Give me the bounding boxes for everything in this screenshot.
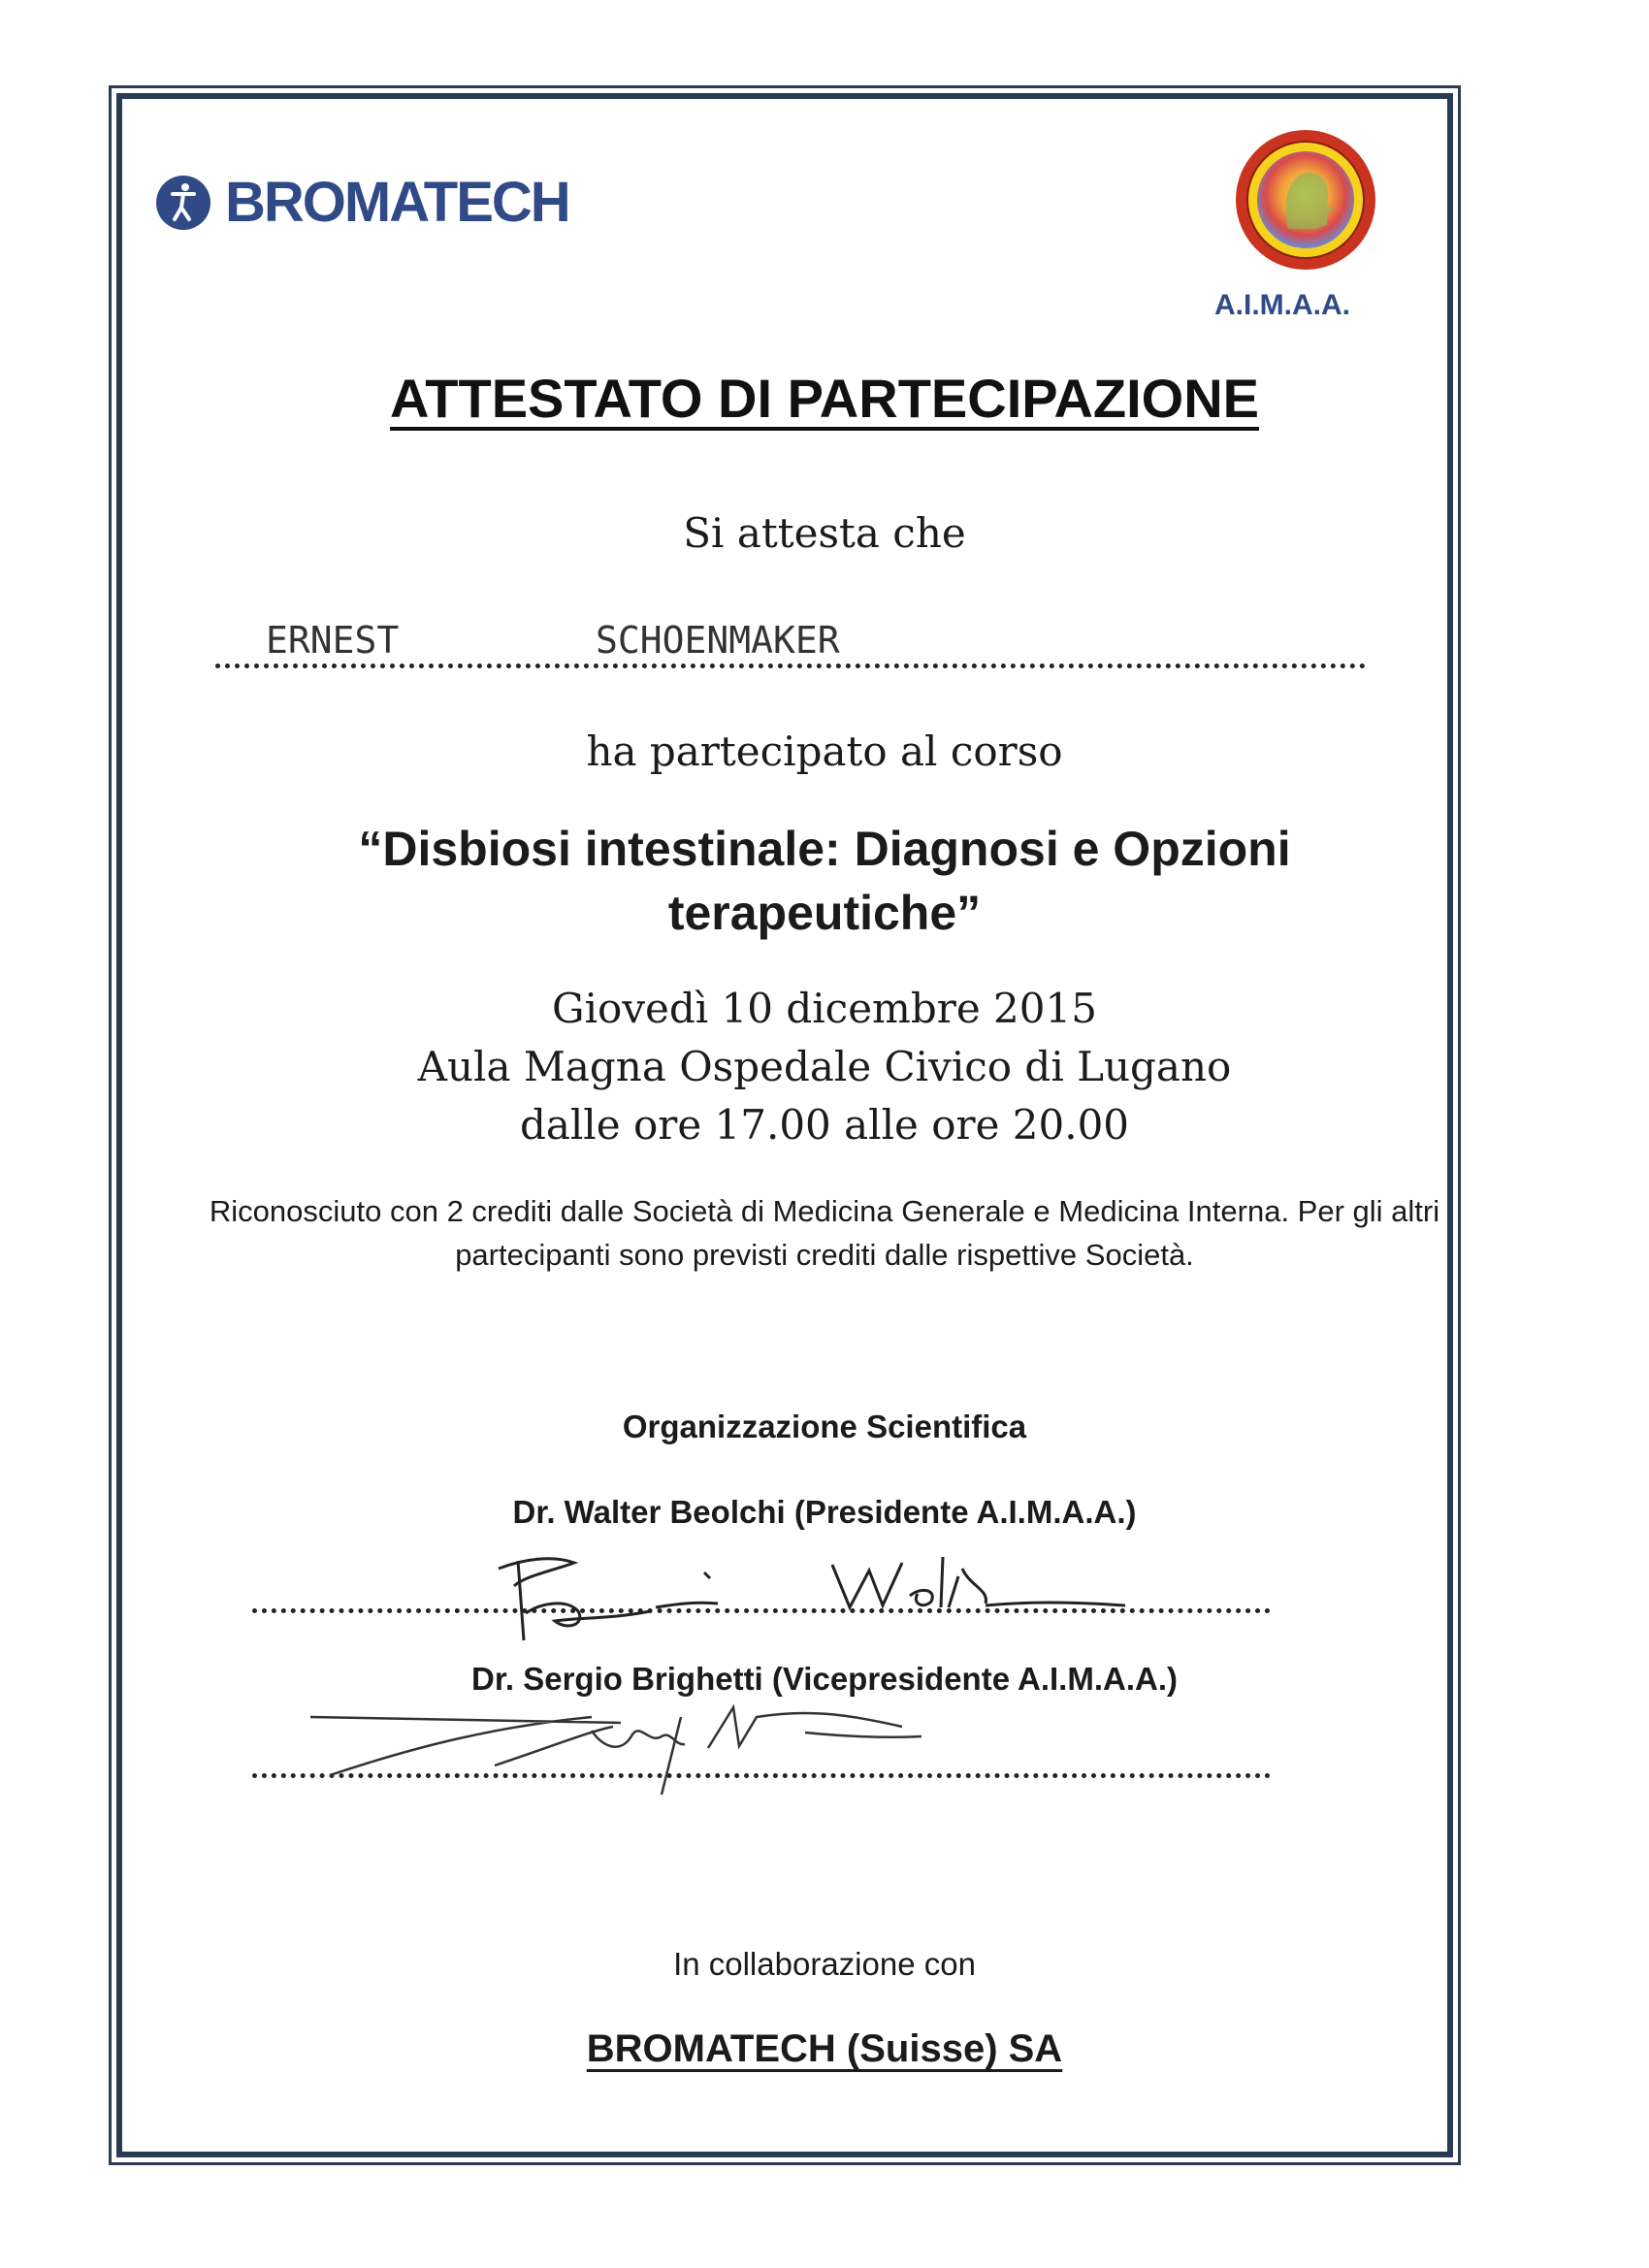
course-time: dalle ore 17.00 alle ore 20.00 (519, 1101, 1130, 1149)
aimaa-seal-icon (1234, 128, 1377, 272)
logo-text: BROMATECH (225, 171, 569, 234)
course-details (0, 980, 1649, 1154)
bromatech-logo (155, 171, 569, 234)
partner-company: BROMATECH (Suisse) SA (586, 2027, 1063, 2070)
signatory-1-name: Dr. Walter Beolchi (Presidente A.I.M.A.A.) (512, 1494, 1137, 1530)
attestation-lead: Si attesta che (683, 509, 966, 557)
participant-last-name: SCHOENMAKER (596, 619, 840, 662)
seal-caption: A.I.M.A.A. (1214, 289, 1350, 321)
participant-first-name: ERNEST (266, 619, 400, 662)
signatory-2-name: Dr. Sergio Brighetti (Vicepresidente A.I.M.A.A.) (471, 1661, 1178, 1697)
signature-2-icon (301, 1688, 960, 1804)
collaboration-text: In collaborazione con (673, 1946, 976, 1982)
course-lead: ha partecipato al corso (586, 728, 1063, 775)
certificate-title: ATTESTATO DI PARTECIPAZIONE (390, 368, 1259, 429)
course-date: Giovedì 10 dicembre 2015 (552, 985, 1097, 1032)
signature-1-icon (485, 1547, 1203, 1644)
course-title: “Disbiosi intestinale: Diagnosi e Opzioni terapeutiche” (358, 822, 1291, 940)
participant-name-line (215, 615, 1366, 668)
credits-note: Riconosciuto con 2 crediti dalle Società di Medicina Generale e Medicina Interna. Per gli altri partecipanti sono previsti crediti dalle rispettive Società. (209, 1194, 1440, 1272)
course-venue: Aula Magna Ospedale Civico di Lugano (417, 1043, 1232, 1090)
bromatech-figure-icon (155, 175, 211, 231)
organization-heading: Organizzazione Scientifica (622, 1409, 1027, 1444)
